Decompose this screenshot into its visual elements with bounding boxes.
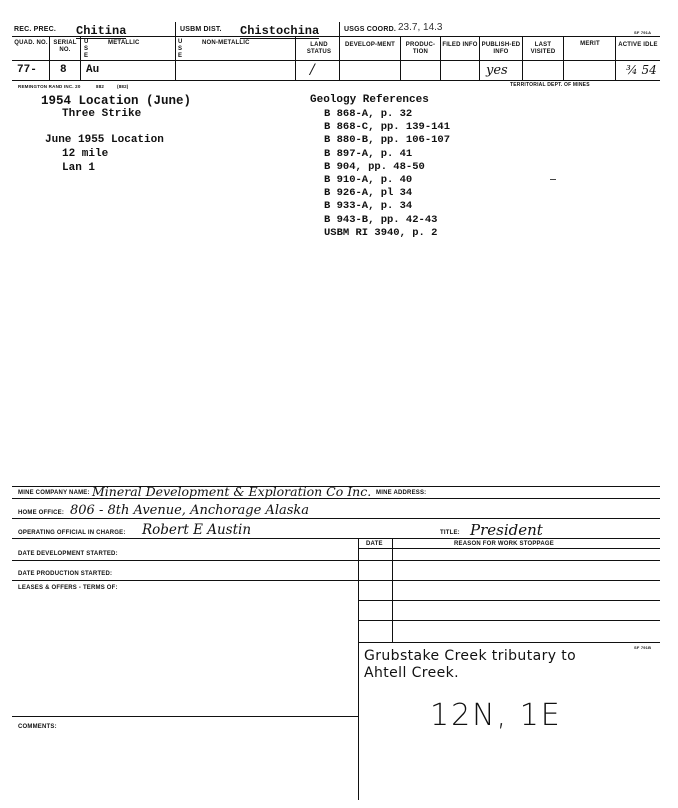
- title-label: TITLE:: [440, 530, 460, 536]
- col-development: DEVELOP-MENT: [344, 42, 396, 48]
- reason-header: REASON FOR WORK STOPPAGE: [454, 541, 554, 547]
- col-published-info: PUBLISH-ED INFO: [481, 42, 521, 55]
- usgs-coord-value: 23.7, 14.3: [398, 22, 443, 33]
- official-label: OPERATING OFFICIAL IN CHARGE:: [18, 530, 126, 536]
- col-divider: [615, 37, 616, 80]
- mine-company-value: Mineral Development & Exploration Co Inc.: [92, 484, 372, 499]
- geology-ref: B 926-A, pl 34: [324, 187, 413, 200]
- col-filed-info: FILED INFO: [442, 42, 478, 48]
- dev-started-label: DATE DEVELOPMENT STARTED:: [18, 551, 118, 557]
- geology-ref: B 868-C, pp. 139-141: [324, 121, 451, 134]
- usbm-dist-label: USBM DIST.: [180, 26, 222, 33]
- home-office-rule: [12, 518, 660, 519]
- col-metallic: METALLIC: [108, 40, 140, 46]
- comments-rule: [12, 716, 358, 717]
- col-divider: [80, 37, 81, 80]
- col-divider: [295, 37, 296, 80]
- title-value: President: [470, 521, 543, 539]
- published-info-value: yes: [486, 63, 508, 78]
- location-three-strike: Three Strike: [62, 108, 142, 120]
- col-u2: U: [178, 39, 183, 45]
- geology-ref: B 910-A, p. 40: [324, 174, 413, 187]
- official-rule: [12, 538, 660, 539]
- usbm-dist-value: Chistochina: [240, 24, 320, 38]
- mine-company-label: MINE COMPANY NAME:: [18, 490, 90, 496]
- col-u: U: [84, 39, 89, 45]
- location-12-mile: 12 mile: [62, 148, 109, 160]
- form-number: SF 791A: [634, 30, 652, 35]
- printer-code-2: (882): [117, 84, 129, 89]
- comments-label: COMMENTS:: [18, 724, 57, 730]
- geology-ref: B 933-A, p. 34: [324, 200, 413, 213]
- note-line-2: Ahtell Creek.: [364, 665, 459, 681]
- col-divider: [440, 37, 441, 80]
- col-land-status: LAND STATUS: [306, 42, 332, 55]
- stray-mark: [550, 179, 556, 180]
- col-e: E: [84, 53, 89, 59]
- geology-ref: B 868-A, p. 32: [324, 108, 413, 120]
- col-e2: E: [178, 53, 183, 59]
- col-quad-no: QUAD. NO.: [14, 40, 48, 46]
- col-s2: S: [178, 46, 183, 52]
- reason-column-divider: [392, 538, 393, 642]
- rec-prec-label: REC. PREC.: [14, 26, 57, 33]
- col-divider: [400, 37, 401, 80]
- geology-ref: USBM RI 3940, p. 2: [324, 226, 438, 239]
- printer-code: 882: [96, 84, 105, 89]
- form-number-2: SF 791B: [634, 645, 652, 650]
- location-lan-1: Lan 1: [62, 162, 96, 174]
- col-s: S: [84, 46, 89, 52]
- mine-address-label: MINE ADDRESS:: [376, 490, 427, 496]
- stoppage-rule: [358, 620, 660, 621]
- col-divider: [339, 22, 340, 80]
- metallic-value: Au: [86, 64, 100, 76]
- date-column-divider: [358, 538, 359, 800]
- note-line-1: Grubstake Creek tributary to: [364, 648, 577, 664]
- col-divider: [479, 37, 480, 80]
- col-non-metallic: NON-METALLIC: [202, 40, 250, 46]
- col-production: PRODUC-TION: [405, 42, 436, 55]
- date-header-rule: [358, 548, 660, 549]
- col-divider: [522, 37, 523, 80]
- geology-ref: B 880-B, pp. 106-107: [324, 134, 451, 147]
- territorial-dept: TERRITORIAL DEPT. OF MINES: [510, 82, 590, 88]
- col-divider: [175, 22, 176, 80]
- township-range: 12N, 1E: [430, 698, 562, 733]
- geology-ref: B 904, pp. 48-50: [324, 160, 425, 173]
- geology-refs: [324, 108, 450, 240]
- geology-title: Geology References: [310, 94, 429, 106]
- quad-no-value: 77-: [17, 64, 37, 76]
- usgs-coord-label: USGS COORD.: [344, 26, 396, 33]
- geology-ref: B 897-A, p. 41: [324, 147, 413, 160]
- dev-rule: [12, 560, 660, 561]
- rec-prec-value: Chitina: [76, 24, 127, 38]
- prod-started-label: DATE PRODUCTION STARTED:: [18, 571, 113, 577]
- col-serial-no: SERIAL NO.: [53, 40, 77, 53]
- prod-rule: [12, 580, 660, 581]
- header-bottom-rule: [12, 80, 660, 81]
- official-value: Robert E Austin: [142, 522, 252, 538]
- printer-imprint: REMINGTON RAND INC. 20: [18, 84, 81, 89]
- location-1954: 1954 Location (June): [41, 94, 192, 108]
- geology-ref: B 943-B, pp. 42-43: [324, 213, 438, 226]
- col-divider: [563, 37, 564, 80]
- leases-label: LEASES & OFFERS - TERMS OF:: [18, 585, 118, 591]
- home-office-label: HOME OFFICE:: [18, 510, 65, 516]
- col-active-idle: ACTIVE IDLE: [618, 42, 658, 48]
- stoppage-rule: [358, 642, 660, 643]
- col-last-visited: LAST VISITED: [530, 42, 556, 55]
- col-merit: MERIT: [580, 41, 600, 47]
- serial-no-value: 8: [60, 64, 67, 76]
- date-header: DATE: [366, 541, 383, 547]
- location-1955: June 1955 Location: [45, 134, 164, 146]
- stoppage-rule: [358, 600, 660, 601]
- land-status-value: /: [310, 62, 315, 78]
- active-idle-value: ¾ 54: [626, 63, 657, 77]
- home-office-value: 806 - 8th Avenue, Anchorage Alaska: [70, 503, 310, 518]
